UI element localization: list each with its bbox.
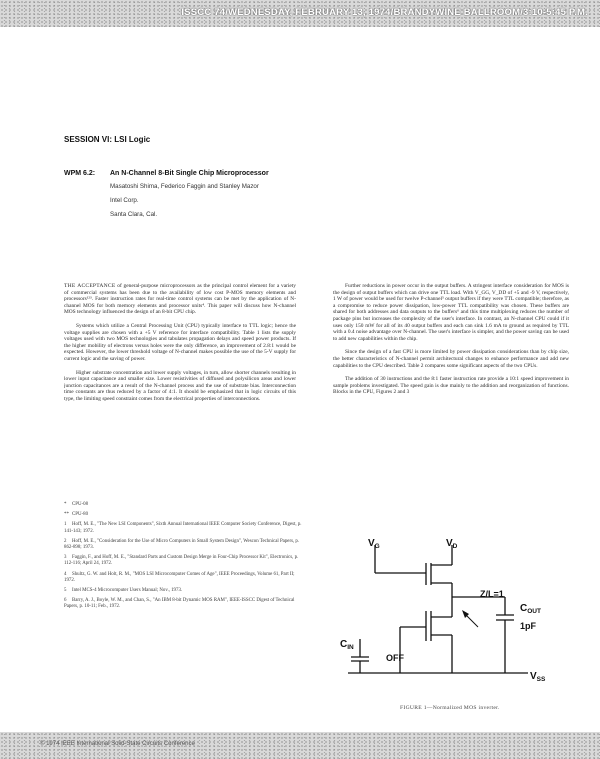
reference-item (64, 588, 304, 594)
reference-symbol: 6 (64, 598, 67, 604)
body-column-right (333, 283, 569, 519)
off-label: OFF (386, 653, 404, 663)
reference-item (64, 539, 304, 551)
reference-text: Faggin, F., and Hoff, M. E., "Standard Parts and Custom Design Merge in Four-Chip Processor Kit", Electronics, p. 112-116; April 24, 1972. (64, 555, 299, 567)
header-band (0, 0, 600, 27)
paragraph-lead: THE ACCEPTANCE (64, 283, 116, 289)
vd-label: $V_D$ (446, 538, 458, 550)
paper-authors: Masatoshi Shima, Federico Faggin and Stanley Mazor (110, 183, 259, 190)
paragraph: Since the design of a fast CPU is more limited by power dissipation considerations than by chip size, the better characteristics of N-channel permit architectural changes to enhance performance and add new capabilities to the CPU described. Table 2 compares some significant aspects of the two CPUs. (333, 349, 569, 369)
paragraph: Higher substrate concentration and lower supply voltages, in turn, allow shorter channels resulting in lower input capacitance and smaller size. Lower resistivities of diffused and polysilicon areas and lower junction capacitances are a result of the N-channel process and the use of substrate bias. Interconnection time constants are thus reduced by a factor of 4:1. It should be emphasized that in logic circuits of this type, the limiting speed constraint comes from the electrical properties of interconnections. (64, 369, 296, 402)
reference-symbol: 4 (64, 571, 67, 577)
footer-text: © 1974 IEEE International Solid-State Circuits Conference (40, 741, 195, 747)
reference-symbol: * (64, 502, 67, 507)
reference-item (64, 598, 304, 610)
paper-organization: Intel Corp. (110, 197, 139, 204)
reference-text: Shultz, G. W. and Holt, R. M., "MOS LSI Microcomputer Comes of Age", IEEE Proceedings, Volume 61, Part II; 1972. (64, 571, 295, 583)
reference-text: Hoff, M. E., "The New LSI Components", Sixth Annual International IEEE Computer Society Conference, Digest, p. 141-143; 1972. (64, 522, 302, 534)
paragraph: The addition of 30 instructions and the 8:1 faster instruction rate provide a 10:1 speed improvement in sample problems investigated. The speed gain is due mainly to the addition and reorganization of functions. Blocks in the CPU, Figures 2 and 3 (333, 376, 569, 396)
session-title: SESSION VI: LSI Logic (64, 135, 151, 144)
paragraph-text: of general-purpose microprocessors as the principal control element for a variety of commercial systems has been due to the availability of low cost P-MOS memory elements and processors¹²³. Faster instruction rates for real-time control systems can be met by the application of N-channel MOS for both memory elements and processor units⁴. This paper will discuss how N-channel MOS technology influenced the design of an 8-bit CPU chip. (64, 283, 296, 316)
reference-item (64, 522, 304, 534)
reference-symbol: 5 (64, 588, 67, 594)
figure-mos-inverter (330, 535, 580, 720)
vss-label: $V_{SS}$ (530, 671, 546, 683)
zl-label: Z/L=1 (480, 589, 504, 599)
paragraph: Systems which utilize a Central Processing Unit (CPU) typically interface to TTL logic; hence the voltage supplies are chosen with a +5 V reference for interface compatibility. Table 1 lists the supply voltages used with two MOS technologies and tabulates propagation delays and speed power products. If the higher mobility of electrons versus holes were the only difference, an improvement of 2.8:1 would be expected. However, the lower threshold voltage of N-channel makes possible the use of the 5-V supply for current logic and the saving of power. (64, 322, 296, 362)
reference-symbol: 1 (64, 522, 67, 528)
paper-title: An N-Channel 8-Bit Single Chip Microprocessor (110, 170, 269, 177)
cout-value-label: 1pF (520, 621, 537, 631)
inverter-schematic (330, 535, 580, 705)
paragraph: Further reductions in power occur in the output buffers. A stringent interface consideration for MOS is the design of output buffers which can drive one TTL load. With V_GG, V_DD of +5 and -9 V, respectively, 1 W of power would be used for twelve P-channel⁵ output buffers if they were TTL compatible; therefore, as a compromise to reduce power dissipation, low-power TTL compatibility was chosen. These buffers are shared for both addresses and data outputs to the buffers⁶ and this time multiplexing reduces the number of package pins but increases the complexity of the user's interface. In contrast, an N-channel CPU could if it uses only 150 mW for all of its 40 output buffers and each can sink 1.6 mA to ground as required by TTL with a 0.4 noise advantage over N-channel. The user's interface is simpler, and the power saving can be used to add new capabilities within the chip. (333, 283, 569, 342)
reference-text: CPU-80 (72, 512, 89, 518)
vg-label: $V_G$ (368, 538, 380, 550)
reference-symbol: 3 (64, 555, 67, 561)
footer-band (0, 732, 600, 759)
cin-label: $C_{IN}$ (340, 639, 354, 651)
reference-item (64, 572, 304, 584)
reference-symbol: 2 (64, 538, 67, 544)
header-text: ISSCC 74/WEDNESDAY, FEBRUARY 13, 1974/BRANDYWINE BALLROOM/3:10-5:45 P.M. (181, 7, 588, 18)
paper-id: WPM 6.2: (64, 170, 96, 177)
reference-text: Barry, A. J., Boyle, W. M., and Chan, S., "An IBM 8-bit Dynamic MOS RAM", IEEE-ISSCC Digest of Technical Papers, p. 10-11; Feb., 1972. (64, 598, 295, 610)
reference-item (64, 555, 304, 567)
references (64, 502, 304, 615)
cout-label: $C_{OUT}$ (520, 603, 541, 615)
reference-item (64, 502, 304, 508)
reference-text: Hoff, M. E., "Consideration for the Use of Micro Computers in Small System Design", Wescon Technical Papers, p. 862-898; 1973. (64, 538, 300, 551)
paragraph (64, 283, 296, 316)
reference-item (64, 512, 304, 518)
reference-symbol: ** (64, 512, 69, 518)
body-column-left (64, 283, 296, 493)
figure-caption: FIGURE 1—Normalized MOS inverter. (400, 705, 500, 711)
paper-location: Santa Clara, Cal. (110, 211, 158, 218)
reference-text: CPU-08 (72, 502, 89, 507)
reference-text: Intel MCS-4 Microcomputer Users Manual; Nov., 1973. (72, 588, 183, 594)
